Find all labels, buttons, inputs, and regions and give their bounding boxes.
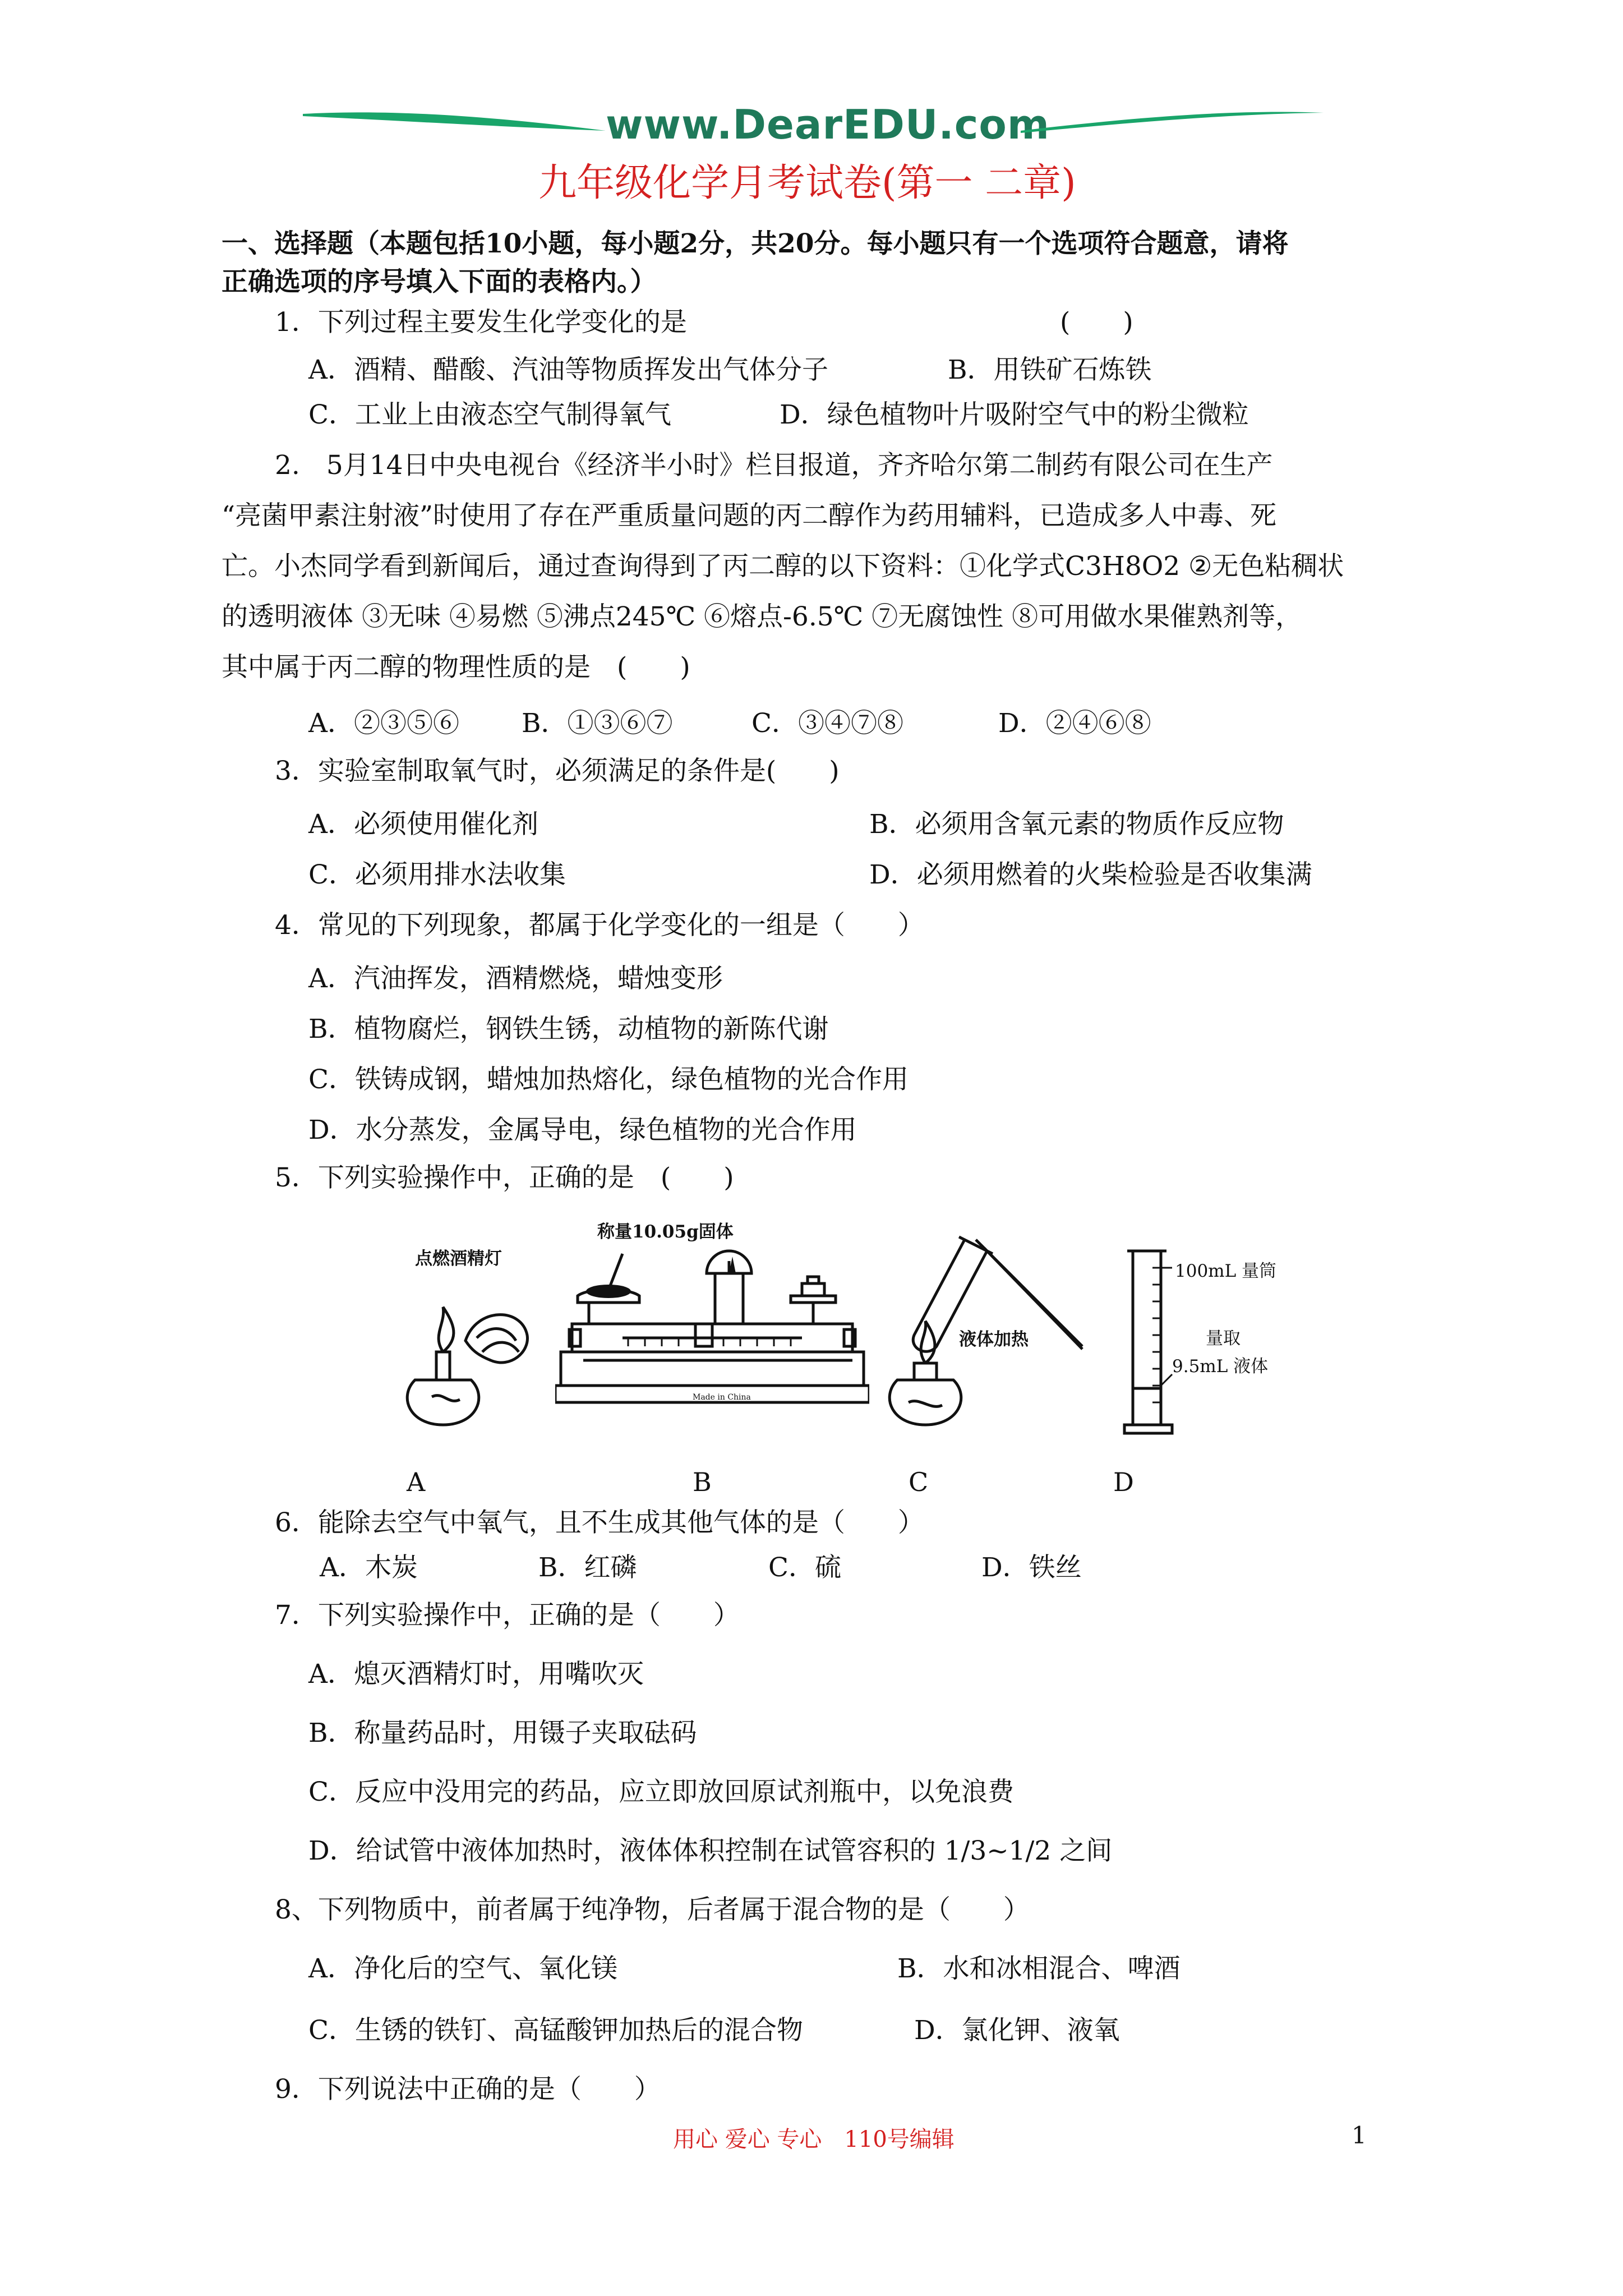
q8-option-c: C．生锈的铁钉、高锰酸钾加热后的混合物 <box>308 2015 803 2046</box>
section-heading-line2: 正确选项的序号填入下面的表格内。） <box>222 266 657 297</box>
q6-option-d: D．铁丝 <box>981 1552 1082 1583</box>
fig-d-label-volume: 9.5mL 液体 <box>1172 1356 1269 1377</box>
q3-option-a: A．必须使用催化剂 <box>308 809 538 840</box>
q8-stem: 8、下列物质中，前者属于纯净物，后者属于混合物的是（ ） <box>275 1894 1030 1925</box>
fig-d-caption: D <box>1113 1467 1134 1497</box>
q7-option-d: D．给试管中液体加热时，液体体积控制在试管容积的 1/3~1/2 之间 <box>308 1835 1113 1866</box>
fig-a-label: 点燃酒精灯 <box>415 1249 502 1269</box>
fig-b-caption: B <box>693 1467 712 1497</box>
q1-option-b: B．用铁矿石炼铁 <box>948 355 1152 385</box>
fig-c-label: 液体加热 <box>959 1329 1029 1350</box>
q2-line1: 2. 5月14日中央电视台《经济半小时》栏目报道，齐齐哈尔第二制药有限公司在生产 <box>275 450 1273 481</box>
q4-option-d: D．水分蒸发，金属导电，绿色植物的光合作用 <box>308 1115 857 1145</box>
q8-option-a: A．净化后的空气、氧化镁 <box>308 1953 617 1984</box>
fig-a-alcohol-lamp-drawing <box>393 1285 538 1430</box>
q7-option-a: A．熄灭酒精灯时，用嘴吹灭 <box>308 1659 644 1690</box>
q3-option-d: D．必须用燃着的火柴检验是否收集满 <box>869 859 1312 890</box>
q7-stem: 7．下列实验操作中，正确的是（ ） <box>275 1600 740 1631</box>
q2-option-c: C．③④⑦⑧ <box>751 708 903 739</box>
fig-d-label-cylinder: 100mL 量筒 <box>1175 1261 1277 1281</box>
q3-option-b: B．必须用含氧元素的物质作反应物 <box>869 809 1284 840</box>
q9-stem: 9．下列说法中正确的是（ ） <box>275 2074 661 2105</box>
q1-stem: 1．下列过程主要发生化学变化的是 <box>275 307 687 338</box>
q4-option-c: C．铁铸成钢，蜡烛加热熔化，绿色植物的光合作用 <box>308 1064 909 1095</box>
header-site-text: www.DearEDU.com <box>606 101 1050 148</box>
q2-line2: “亮菌甲素注射液”时使用了存在严重质量问题的丙二醇作为药用辅料，已造成多人中毒、死 <box>222 500 1277 531</box>
header-swoosh-left <box>303 104 606 137</box>
q6-option-b: B．红磷 <box>538 1552 637 1583</box>
q8-option-b: B．水和冰相混合、啤酒 <box>897 1953 1181 1984</box>
q6-stem: 6．能除去空气中氧气，且不生成其他气体的是（ ） <box>275 1507 924 1538</box>
q5-stem: 5．下列实验操作中，正确的是 ( ) <box>275 1162 734 1193</box>
fig-b-made-in-china: Made in China <box>693 1393 751 1402</box>
q1-option-a: A．酒精、醋酸、汽油等物质挥发出气体分子 <box>308 355 828 385</box>
q3-option-c: C．必须用排水法收集 <box>308 859 566 890</box>
fig-d-label-measure: 量取 <box>1206 1328 1241 1349</box>
page-number: 1 <box>1352 2122 1367 2149</box>
fig-c-caption: C <box>909 1467 929 1497</box>
q6-option-a: A．木炭 <box>320 1552 418 1583</box>
fig-a-caption: A <box>407 1467 426 1497</box>
fig-b-balance-drawing <box>555 1240 869 1436</box>
q3-stem: 3．实验室制取氧气时，必须满足的条件是( ) <box>275 756 840 786</box>
q1-option-d: D．绿色植物叶片吸附空气中的粉尘微粒 <box>780 399 1249 430</box>
q7-option-b: B．称量药品时，用镊子夹取砝码 <box>308 1718 697 1749</box>
fig-b-label: 称量10.05g固体 <box>597 1222 734 1242</box>
q2-option-b: B．①③⑥⑦ <box>522 708 673 739</box>
q2-option-d: D．②④⑥⑧ <box>998 708 1151 739</box>
q7-option-c: C．反应中没用完的药品，应立即放回原试剂瓶中，以免浪费 <box>308 1777 1014 1807</box>
q4-option-a: A．汽油挥发，酒精燃烧，蜡烛变形 <box>308 963 723 994</box>
q2-line3: 亡。小杰同学看到新闻后，通过查询得到了丙二醇的以下资料：①化学式C3H8O2 ②无色粘稠状 <box>222 551 1344 582</box>
section-heading-line1: 一、选择题（本题包括10小题，每小题2分，共20分。每小题只有一个选项符合题意，请将 <box>222 228 1289 259</box>
header-swoosh-right <box>1021 104 1324 137</box>
q2-line5: 其中属于丙二醇的物理性质的是 ( ) <box>222 652 690 683</box>
q1-answer-paren: ( ) <box>1060 307 1133 338</box>
q2-line4: 的透明液体 ③无味 ④易燃 ⑤沸点245℃ ⑥熔点-6.5℃ ⑦无腐蚀性 ⑧可用做水果催熟剂等， <box>222 601 1302 632</box>
q8-option-d: D．氯化钾、液氧 <box>914 2015 1120 2046</box>
q6-option-c: C．硫 <box>768 1552 841 1583</box>
q4-stem: 4．常见的下列现象，都属于化学变化的一组是（ ） <box>275 910 924 941</box>
footer-text: 用心 爱心 专心 110号编辑 <box>673 2127 955 2152</box>
q1-option-c: C．工业上由液态空气制得氧气 <box>308 399 671 430</box>
page-title: 九年级化学月考试卷(第一 二章) <box>538 161 1076 205</box>
q4-option-b: B．植物腐烂，钢铁生锈，动植物的新陈代谢 <box>308 1014 829 1045</box>
q2-option-a: A．②③⑤⑥ <box>308 708 459 739</box>
